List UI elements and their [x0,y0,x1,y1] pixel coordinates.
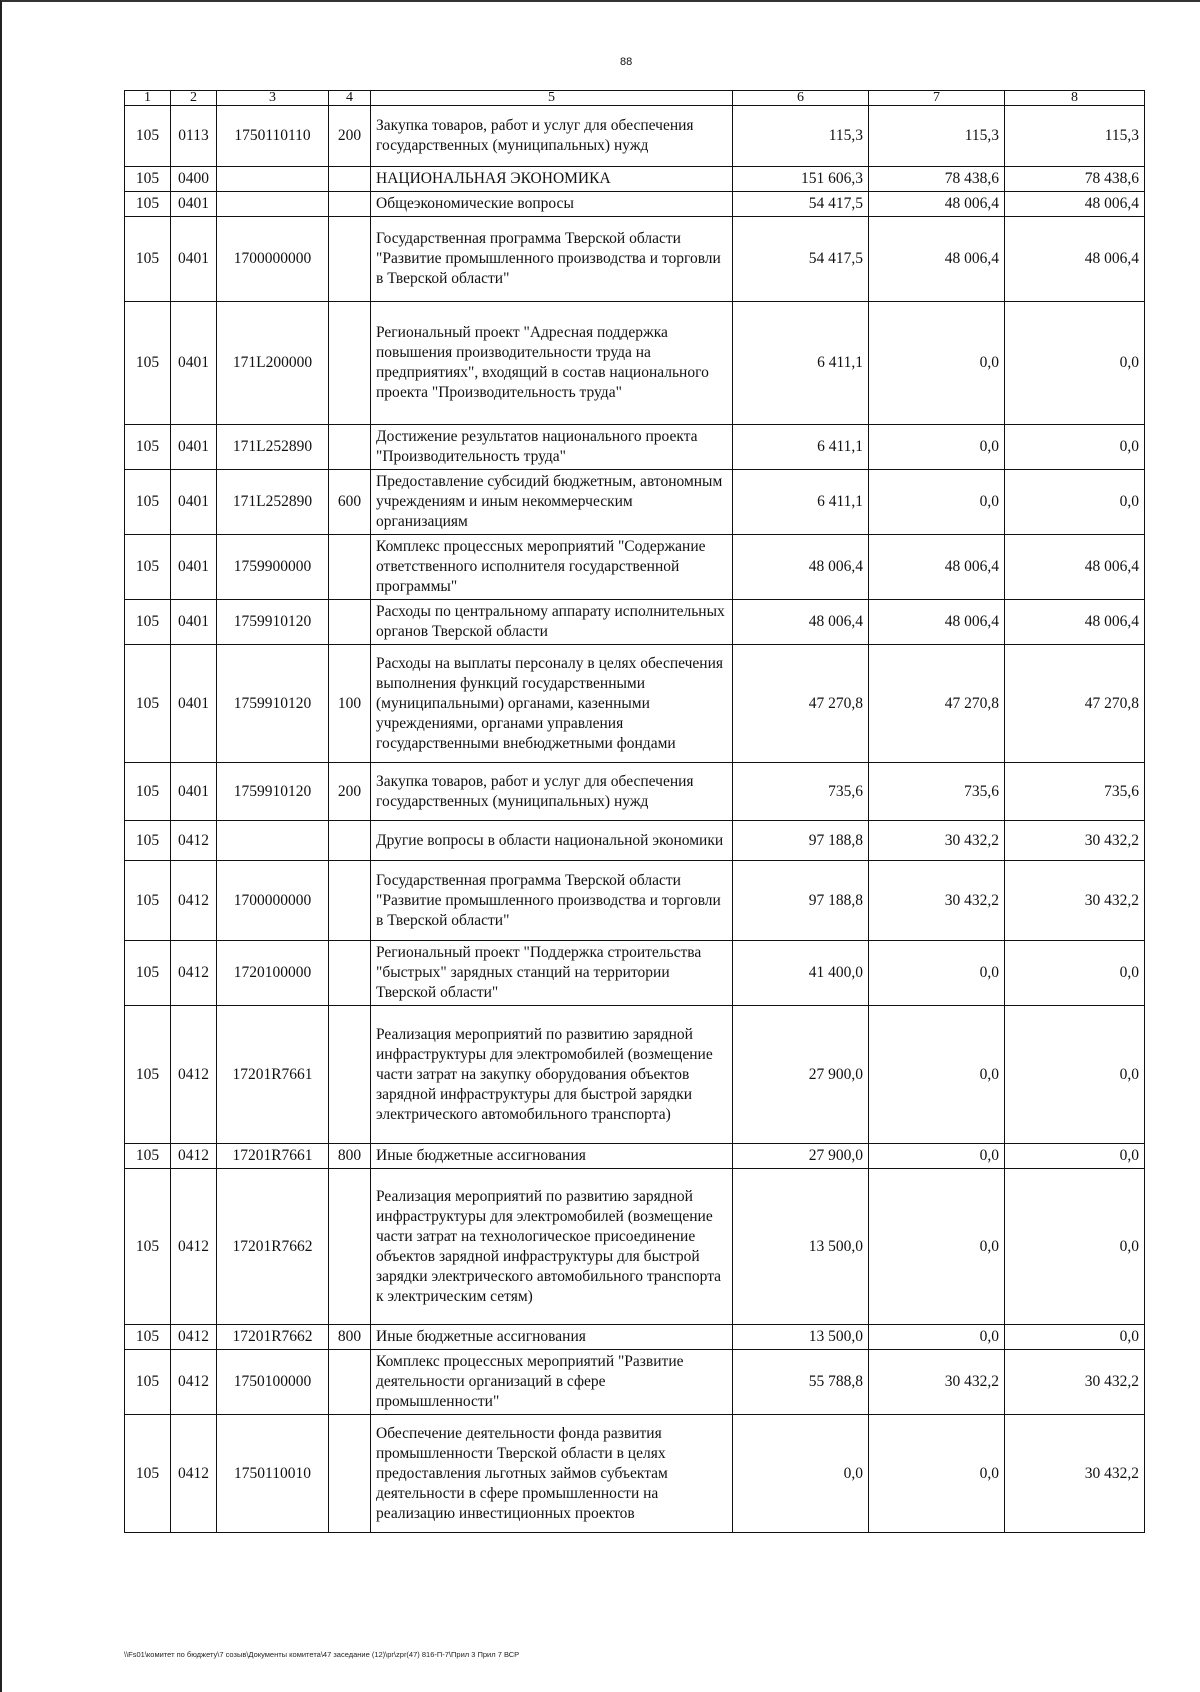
target-article-cell: 171L252890 [217,470,329,535]
amount-col6-cell: 48 006,4 [733,535,869,600]
admin-code-cell: 105 [125,1350,171,1415]
admin-code-cell: 105 [125,1325,171,1350]
page-number: 88 [620,56,633,68]
table-row [125,821,1145,861]
amount-col8-cell: 48 006,4 [1005,535,1145,600]
section-code-cell: 0401 [171,217,217,302]
header-cell: 6 [733,91,869,106]
expense-type-cell [329,192,371,217]
amount-col7-cell: 0,0 [869,941,1005,1006]
table-row [125,861,1145,941]
section-code-cell: 0401 [171,645,217,763]
table-row [125,600,1145,645]
amount-col6-cell: 735,6 [733,763,869,821]
item-name-cell: Комплекс процессных мероприятий "Развитие деятельности организаций в сфере промышленности" [371,1350,733,1415]
amount-col7-cell: 115,3 [869,106,1005,167]
target-article-cell [217,192,329,217]
expense-type-cell [329,217,371,302]
target-article-cell: 1759910120 [217,645,329,763]
amount-col6-cell: 151 606,3 [733,167,869,192]
header-cell: 5 [371,91,733,106]
target-article-cell: 1720100000 [217,941,329,1006]
item-name-cell: Государственная программа Тверской области "Развитие промышленного производства и торговли в Тверской области" [371,861,733,941]
admin-code-cell: 105 [125,217,171,302]
table-row [125,1006,1145,1144]
admin-code-cell: 105 [125,1169,171,1325]
expense-type-cell [329,1350,371,1415]
section-code-cell: 0412 [171,1006,217,1144]
target-article-cell: 171L252890 [217,425,329,470]
amount-col6-cell: 97 188,8 [733,821,869,861]
expense-type-cell: 200 [329,763,371,821]
admin-code-cell: 105 [125,192,171,217]
item-name-cell: НАЦИОНАЛЬНАЯ ЭКОНОМИКА [371,167,733,192]
admin-code-cell: 105 [125,302,171,425]
amount-col8-cell: 735,6 [1005,763,1145,821]
amount-col6-cell: 47 270,8 [733,645,869,763]
amount-col6-cell: 115,3 [733,106,869,167]
amount-col8-cell: 0,0 [1005,470,1145,535]
item-name-cell: Предоставление субсидий бюджетным, автономным учреждениям и иным некоммерческим организациям [371,470,733,535]
amount-col6-cell: 27 900,0 [733,1006,869,1144]
admin-code-cell: 105 [125,941,171,1006]
target-article-cell [217,167,329,192]
amount-col7-cell: 48 006,4 [869,600,1005,645]
amount-col6-cell: 48 006,4 [733,600,869,645]
amount-col7-cell: 30 432,2 [869,1350,1005,1415]
table-header [125,91,1145,106]
item-name-cell: Комплекс процессных мероприятий "Содержание ответственного исполнителя государственной программы" [371,535,733,600]
target-article-cell: 17201R7662 [217,1169,329,1325]
amount-col7-cell: 0,0 [869,1144,1005,1169]
amount-col8-cell: 0,0 [1005,1144,1145,1169]
budget-table [124,90,1145,1533]
amount-col8-cell: 0,0 [1005,425,1145,470]
item-name-cell: Реализация мероприятий по развитию зарядной инфраструктуры для электромобилей (возмещение части затрат на закупку оборудования объектов зарядной инфраструктуры для быстрой зарядки электрического автомобильного транспорта) [371,1006,733,1144]
amount-col8-cell: 0,0 [1005,941,1145,1006]
table-row [125,1415,1145,1533]
header-cell: 7 [869,91,1005,106]
amount-col8-cell: 30 432,2 [1005,821,1145,861]
amount-col6-cell: 6 411,1 [733,425,869,470]
amount-col8-cell: 0,0 [1005,302,1145,425]
admin-code-cell: 105 [125,106,171,167]
target-article-cell: 1750100000 [217,1350,329,1415]
expense-type-cell [329,821,371,861]
section-code-cell: 0113 [171,106,217,167]
amount-col7-cell: 735,6 [869,763,1005,821]
amount-col6-cell: 6 411,1 [733,302,869,425]
expense-type-cell [329,1169,371,1325]
table-row [125,1144,1145,1169]
section-code-cell: 0412 [171,1169,217,1325]
expense-type-cell: 800 [329,1144,371,1169]
table-row [125,167,1145,192]
amount-col8-cell: 30 432,2 [1005,1350,1145,1415]
table-row [125,302,1145,425]
expense-type-cell [329,1006,371,1144]
section-code-cell: 0401 [171,600,217,645]
target-article-cell: 17201R7661 [217,1144,329,1169]
item-name-cell: Закупка товаров, работ и услуг для обеспечения государственных (муниципальных) нужд [371,763,733,821]
amount-col7-cell: 48 006,4 [869,192,1005,217]
header-cell: 4 [329,91,371,106]
table-row [125,106,1145,167]
item-name-cell: Общеэкономические вопросы [371,192,733,217]
target-article-cell [217,821,329,861]
amount-col6-cell: 55 788,8 [733,1350,869,1415]
amount-col6-cell: 27 900,0 [733,1144,869,1169]
item-name-cell: Региональный проект "Поддержка строительства "быстрых" зарядных станций на территории Тверской области" [371,941,733,1006]
table-row [125,1325,1145,1350]
expense-type-cell [329,535,371,600]
amount-col7-cell: 0,0 [869,1325,1005,1350]
amount-col6-cell: 41 400,0 [733,941,869,1006]
header-cell: 1 [125,91,171,106]
admin-code-cell: 105 [125,1415,171,1533]
section-code-cell: 0412 [171,821,217,861]
amount-col8-cell: 47 270,8 [1005,645,1145,763]
target-article-cell: 1759900000 [217,535,329,600]
amount-col7-cell: 48 006,4 [869,535,1005,600]
item-name-cell: Региональный проект "Адресная поддержка повышения производительности труда на предприятиях", входящий в состав национального проекта "Производительность труда" [371,302,733,425]
expense-type-cell [329,425,371,470]
amount-col7-cell: 0,0 [869,425,1005,470]
amount-col6-cell: 54 417,5 [733,192,869,217]
expense-type-cell [329,1415,371,1533]
amount-col8-cell: 0,0 [1005,1006,1145,1144]
amount-col8-cell: 48 006,4 [1005,192,1145,217]
section-code-cell: 0412 [171,1325,217,1350]
section-code-cell: 0401 [171,535,217,600]
target-article-cell: 1700000000 [217,861,329,941]
item-name-cell: Расходы по центральному аппарату исполнительных органов Тверской области [371,600,733,645]
amount-col7-cell: 0,0 [869,1006,1005,1144]
amount-col8-cell: 0,0 [1005,1325,1145,1350]
section-code-cell: 0400 [171,167,217,192]
header-cell: 2 [171,91,217,106]
amount-col8-cell: 48 006,4 [1005,600,1145,645]
amount-col7-cell: 78 438,6 [869,167,1005,192]
header-row [125,91,1145,106]
amount-col8-cell: 78 438,6 [1005,167,1145,192]
table-row [125,1350,1145,1415]
table-row [125,1169,1145,1325]
amount-col6-cell: 6 411,1 [733,470,869,535]
admin-code-cell: 105 [125,1144,171,1169]
amount-col8-cell: 30 432,2 [1005,1415,1145,1533]
admin-code-cell: 105 [125,821,171,861]
item-name-cell: Государственная программа Тверской области "Развитие промышленного производства и торговли в Тверской области" [371,217,733,302]
item-name-cell: Иные бюджетные ассигнования [371,1325,733,1350]
item-name-cell: Иные бюджетные ассигнования [371,1144,733,1169]
amount-col7-cell: 0,0 [869,1415,1005,1533]
amount-col6-cell: 13 500,0 [733,1325,869,1350]
amount-col6-cell: 54 417,5 [733,217,869,302]
expense-type-cell [329,600,371,645]
amount-col6-cell: 97 188,8 [733,861,869,941]
expense-type-cell [329,941,371,1006]
amount-col7-cell: 0,0 [869,302,1005,425]
amount-col7-cell: 48 006,4 [869,217,1005,302]
table-row [125,470,1145,535]
section-code-cell: 0401 [171,302,217,425]
amount-col7-cell: 0,0 [869,470,1005,535]
amount-col8-cell: 0,0 [1005,1169,1145,1325]
admin-code-cell: 105 [125,645,171,763]
file-path-footer: \\Fs01\комитет по бюджету\7 созыв\Документы комитета\47 заседание (12)\pr\zpr(47) 816-П-7\Прил 3 Прил 7 ВСР [124,1650,520,1659]
expense-type-cell: 600 [329,470,371,535]
admin-code-cell: 105 [125,470,171,535]
table-row [125,763,1145,821]
table-row [125,192,1145,217]
amount-col6-cell: 13 500,0 [733,1169,869,1325]
admin-code-cell: 105 [125,535,171,600]
expense-type-cell: 800 [329,1325,371,1350]
table-row [125,217,1145,302]
amount-col8-cell: 115,3 [1005,106,1145,167]
amount-col8-cell: 30 432,2 [1005,861,1145,941]
admin-code-cell: 105 [125,861,171,941]
section-code-cell: 0401 [171,470,217,535]
section-code-cell: 0401 [171,763,217,821]
admin-code-cell: 105 [125,600,171,645]
table-row [125,425,1145,470]
expense-type-cell [329,167,371,192]
section-code-cell: 0412 [171,1144,217,1169]
header-cell: 3 [217,91,329,106]
amount-col7-cell: 30 432,2 [869,861,1005,941]
target-article-cell: 17201R7662 [217,1325,329,1350]
item-name-cell: Обеспечение деятельности фонда развития промышленности Тверской области в целях предоставления льготных займов субъектам деятельности в сфере промышленности на реализацию инвестиционных проектов [371,1415,733,1533]
table-body [125,106,1145,1533]
expense-type-cell: 200 [329,106,371,167]
section-code-cell: 0412 [171,861,217,941]
section-code-cell: 0412 [171,941,217,1006]
amount-col7-cell: 47 270,8 [869,645,1005,763]
expense-type-cell: 100 [329,645,371,763]
target-article-cell: 1759910120 [217,600,329,645]
admin-code-cell: 105 [125,425,171,470]
admin-code-cell: 105 [125,1006,171,1144]
target-article-cell: 171L200000 [217,302,329,425]
table-row [125,645,1145,763]
header-cell: 8 [1005,91,1145,106]
amount-col8-cell: 48 006,4 [1005,217,1145,302]
item-name-cell: Закупка товаров, работ и услуг для обеспечения государственных (муниципальных) нужд [371,106,733,167]
item-name-cell: Другие вопросы в области национальной экономики [371,821,733,861]
table-row [125,535,1145,600]
item-name-cell: Расходы на выплаты персоналу в целях обеспечения выполнения функций государственными (муниципальными) органами, казенными учреждениями, органами управления государственными внебюджетными фондами [371,645,733,763]
section-code-cell: 0401 [171,192,217,217]
target-article-cell: 1750110110 [217,106,329,167]
admin-code-cell: 105 [125,763,171,821]
amount-col7-cell: 0,0 [869,1169,1005,1325]
target-article-cell: 17201R7661 [217,1006,329,1144]
target-article-cell: 1750110010 [217,1415,329,1533]
section-code-cell: 0412 [171,1350,217,1415]
target-article-cell: 1759910120 [217,763,329,821]
item-name-cell: Реализация мероприятий по развитию зарядной инфраструктуры для электромобилей (возмещение части затрат на технологическое присоединение объектов зарядной инфраструктуры для быстрой зарядки электрического автомобильного транспорта к электрическим сетям) [371,1169,733,1325]
target-article-cell: 1700000000 [217,217,329,302]
table-row [125,941,1145,1006]
amount-col6-cell: 0,0 [733,1415,869,1533]
section-code-cell: 0401 [171,425,217,470]
expense-type-cell [329,302,371,425]
admin-code-cell: 105 [125,167,171,192]
expense-type-cell [329,861,371,941]
item-name-cell: Достижение результатов национального проекта "Производительность труда" [371,425,733,470]
section-code-cell: 0412 [171,1415,217,1533]
amount-col7-cell: 30 432,2 [869,821,1005,861]
